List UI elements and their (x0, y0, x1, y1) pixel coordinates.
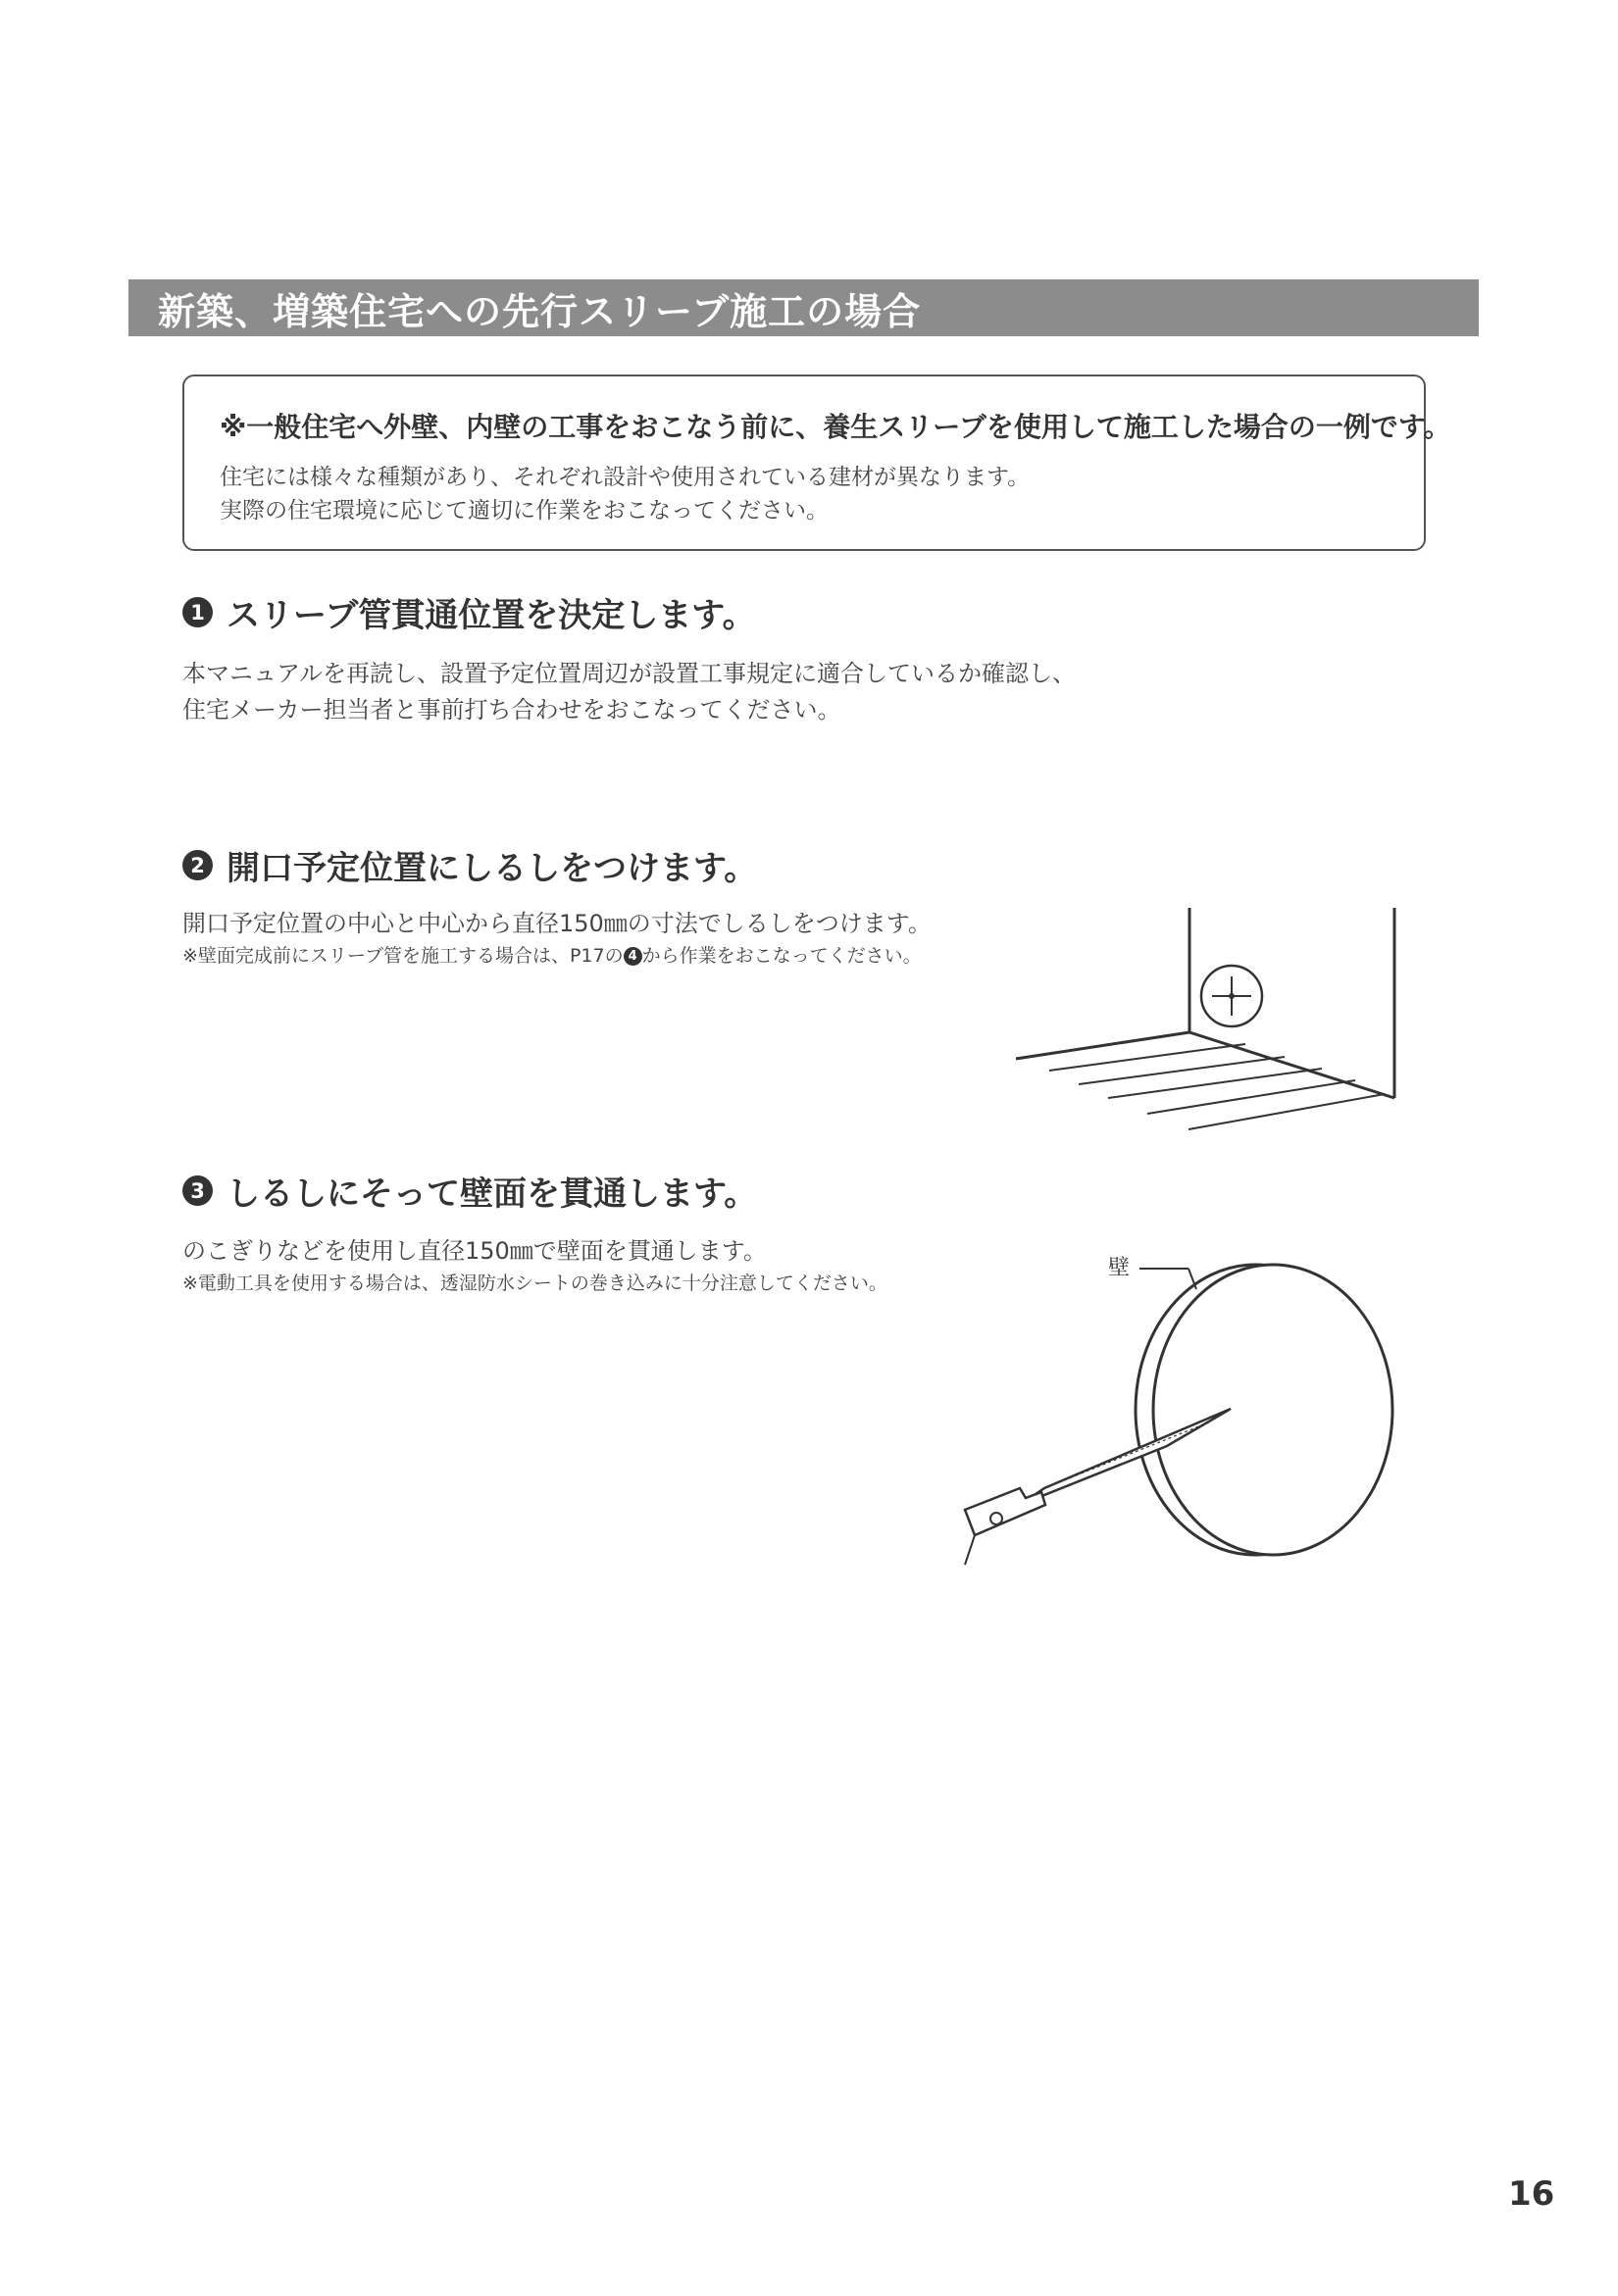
wall-label: 壁 (1108, 1256, 1131, 1280)
wall-hole-face (1153, 1265, 1392, 1555)
step-1-number: 1 (182, 597, 213, 627)
step-2-note-after: から作業をおこなってください。 (641, 945, 922, 967)
step-1-heading (182, 588, 756, 636)
step-3-text-line-1: のこぎりなどを使用し直径150㎜で壁面を貫通します。 (182, 1237, 767, 1265)
step-2-heading (182, 841, 757, 889)
step-1-title: スリーブ管貫通位置を決定します。 (227, 596, 756, 635)
step-2-title: 開口予定位置にしるしをつけます。 (227, 849, 758, 888)
section-header-bar (128, 279, 1479, 336)
step-2-note (182, 941, 922, 968)
saw-handle (965, 1488, 1045, 1535)
step-2-number: 2 (182, 850, 213, 880)
step-ref-4-badge: 4 (624, 947, 642, 966)
notice-box (182, 374, 1451, 551)
step-2-note-before: ※壁面完成前にスリーブ管を施工する場合は、P17の (182, 945, 624, 967)
step-3-heading (182, 1167, 757, 1215)
section-title: 新築、増築住宅への先行スリーブ施工の場合 (158, 289, 922, 333)
step-3-note: ※電動工具を使用する場合は、透湿防水シートの巻き込みに十分注意してください。 (182, 1273, 887, 1294)
center-point (1229, 993, 1235, 999)
notice-line-1: 住宅には様々な種類があり、それぞれ設計や使用されている建材が異なります。 (220, 465, 1031, 490)
step-2-text-line-1: 開口予定位置の中心と中心から直径150㎜の寸法でしるしをつけます。 (182, 910, 932, 937)
floor-board-5 (1188, 1094, 1385, 1129)
floor-board-2 (1079, 1057, 1285, 1084)
floor-board-4 (1147, 1080, 1355, 1114)
wall-marking-illustration (1010, 902, 1422, 1147)
step-1-text-line-2: 住宅メーカー担当者と事前打ち合わせをおこなってください。 (182, 696, 841, 724)
floor-board-3 (1108, 1069, 1322, 1098)
step-1-text-line-1: 本マニュアルを再読し、設置予定位置周辺が設置工事規定に適合しているか確認し、 (182, 660, 1077, 687)
saw-grip-line (965, 1535, 975, 1565)
notice-title: ※一般住宅へ外壁、内壁の工事をおこなう前に、養生スリーブを使用して施工した場合の一例です。 (220, 411, 1451, 443)
saw-cutting-illustration (961, 1235, 1402, 1578)
step-3-number: 3 (182, 1175, 213, 1206)
page-number: 16 (1508, 2174, 1555, 2214)
step-3-title: しるしにそって壁面を貫通します。 (227, 1174, 758, 1214)
notice-line-2: 実際の住宅環境に応じて適切に作業をおこなってください。 (220, 498, 829, 524)
